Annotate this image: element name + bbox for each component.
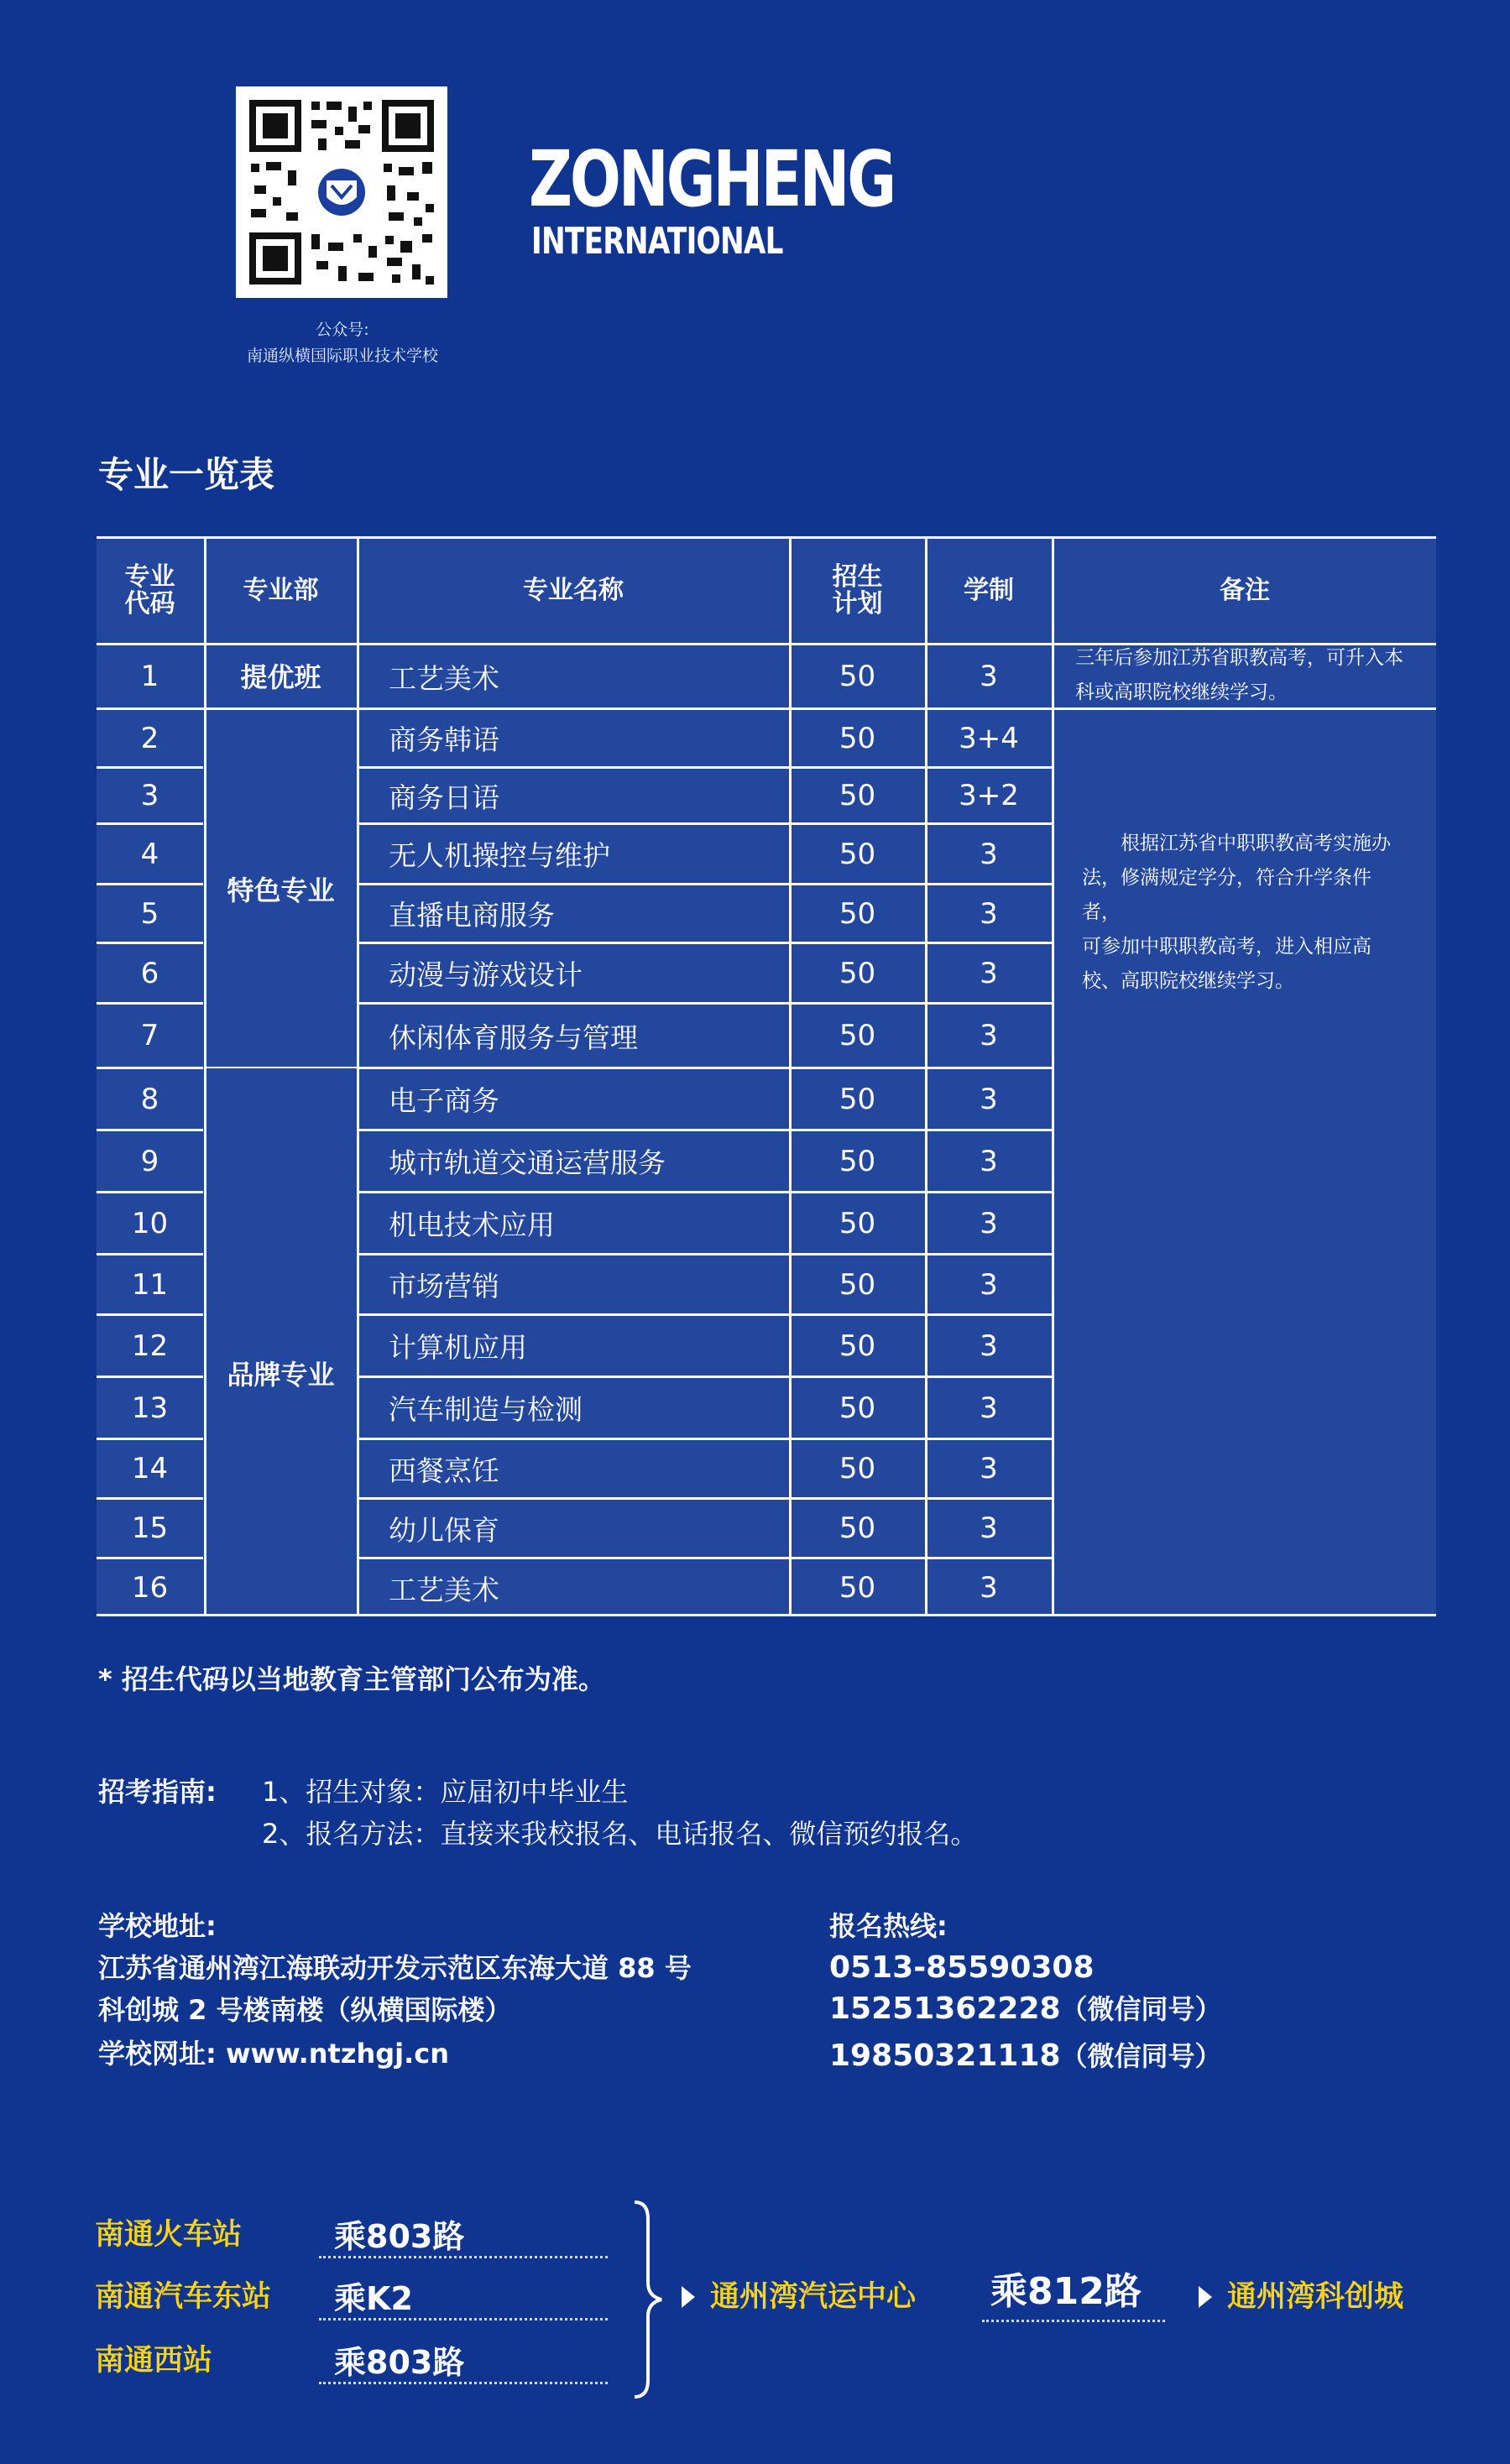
section-title: 专业一览表 — [98, 454, 275, 495]
row-9-name: 城市轨道交通运营服务 — [389, 1146, 666, 1179]
row-15-years: 3 — [980, 1511, 998, 1545]
dept-youxiu: 提优班 — [240, 660, 321, 693]
header-remark: 备注 — [1220, 575, 1270, 605]
enrollment-code-note: * 招生代码以当地教育主管部门公布为准。 — [98, 1663, 605, 1695]
row-divider-code-14 — [97, 1438, 203, 1440]
row-1-plan: 50 — [839, 660, 876, 693]
table-top-border — [97, 536, 1436, 539]
row-5-plan: 50 — [839, 896, 876, 931]
row-10-code: 10 — [131, 1206, 169, 1240]
row-divider-code-4 — [97, 822, 203, 825]
row-3-name: 商务日语 — [389, 780, 499, 814]
row-14-plan: 50 — [839, 1452, 876, 1485]
row-10-name: 机电技术应用 — [389, 1209, 555, 1241]
remark-others-line4: 校、高职院校继续学习。 — [1082, 969, 1294, 992]
header-code-line2: 代码 — [124, 588, 175, 619]
row-4-plan: 50 — [839, 837, 876, 871]
arrow-right-icon-2 — [1197, 2284, 1214, 2310]
address-line1: 江苏省通州湾江海联动开发示范区东海大道 88 号 — [98, 1952, 692, 1984]
row-8-years: 3 — [980, 1082, 998, 1116]
row-1-years: 3 — [980, 660, 998, 693]
row-2-plan: 50 — [839, 721, 876, 755]
row-16-name: 工艺美术 — [389, 1573, 499, 1606]
row-divider-main-8 — [358, 1067, 1053, 1069]
station-3-bus: 乘803路 — [334, 2344, 465, 2381]
row-11-code: 11 — [131, 1267, 169, 1302]
hotline-number-1-value: 0513-85590308 — [829, 1950, 1095, 1985]
row-12-code: 12 — [131, 1329, 169, 1363]
row-4-years: 3 — [980, 837, 998, 871]
row-divider-main-9 — [358, 1129, 1053, 1131]
header-name: 专业名称 — [523, 575, 624, 605]
row-divider-code-12 — [97, 1313, 203, 1316]
station-1-bus: 乘803路 — [334, 2218, 465, 2255]
row-11-plan: 50 — [839, 1267, 876, 1302]
row-divider-main-14 — [358, 1438, 1053, 1440]
station-2: 南通汽车东站 — [95, 2280, 272, 2314]
station-1-underline — [319, 2256, 608, 2258]
row-14-years: 3 — [980, 1452, 998, 1485]
row-15-name: 幼儿保育 — [389, 1513, 499, 1547]
row-7-name: 休闲体育服务与管理 — [389, 1021, 638, 1054]
column-divider-3 — [789, 536, 792, 1616]
row-8-name: 电子商务 — [389, 1084, 499, 1117]
row-divider-main-16 — [358, 1557, 1053, 1559]
row-8-code: 8 — [140, 1082, 159, 1116]
row-divider-code-5 — [97, 883, 203, 885]
row-divider-main-13 — [358, 1376, 1053, 1378]
row-11-name: 市场营销 — [389, 1270, 499, 1302]
row-8-plan: 50 — [839, 1082, 876, 1116]
brand-subtitle: INTERNATIONAL — [531, 220, 783, 263]
hotline-number-2[interactable] — [829, 1987, 1222, 2031]
hotline-number-3-value: 19850321118 — [829, 2039, 1061, 2073]
row-divider-code-7 — [97, 1002, 203, 1005]
header-plan-line2: 计划 — [832, 588, 883, 619]
hotline-number-3-note: （微信同号） — [1060, 2040, 1222, 2072]
transfer-bus: 乘812路 — [990, 2270, 1142, 2313]
route-brace-icon — [628, 2199, 666, 2400]
row-6-plan: 50 — [839, 956, 876, 990]
row-10-years: 3 — [980, 1206, 998, 1240]
hotline-number-2-note: （微信同号） — [1060, 1993, 1222, 2025]
row-divider-code-8 — [97, 1067, 203, 1069]
header-bottom-border — [97, 643, 1436, 645]
row-6-code: 6 — [140, 956, 159, 990]
row-divider-code-6 — [97, 942, 203, 944]
row-divider-code-13 — [97, 1376, 203, 1378]
row-1-code: 1 — [140, 660, 159, 693]
row-4-name: 无人机操控与维护 — [389, 839, 610, 872]
destination: 通州湾科创城 — [1227, 2280, 1404, 2314]
qr-code — [236, 86, 447, 298]
row-divider-main-4 — [358, 822, 1053, 825]
row-12-name: 计算机应用 — [389, 1331, 527, 1364]
qr-caption-line2: 南通纵横国际职业技术学校 — [246, 347, 438, 365]
row-divider-code-3 — [97, 766, 203, 769]
row-divider-main-5 — [358, 883, 1053, 885]
row-9-code: 9 — [140, 1144, 159, 1178]
hotline-number-2-value: 15251362228 — [829, 1992, 1061, 2026]
arrow-right-icon — [680, 2284, 697, 2310]
row-7-code: 7 — [140, 1019, 159, 1052]
remark-row1 — [1053, 645, 1436, 706]
remark-others-line2: 法，修满规定学分，符合升学条件者， — [1082, 866, 1372, 923]
row-7-plan: 50 — [839, 1019, 876, 1052]
row-5-code: 5 — [140, 896, 159, 931]
row-3-plan: 50 — [839, 779, 876, 812]
row-10-plan: 50 — [839, 1206, 876, 1240]
row-4-code: 4 — [140, 837, 159, 871]
row-divider-main-6 — [358, 942, 1053, 944]
dept-tese: 特色专业 — [227, 874, 335, 906]
major-table — [97, 536, 1436, 1616]
school-website[interactable]: 学校网址: www.ntzhgj.cn — [98, 2038, 450, 2070]
header-years: 学制 — [964, 575, 1014, 605]
header-plan-line1: 招生 — [832, 561, 883, 592]
column-divider-2 — [357, 536, 359, 1616]
row-divider-main-15 — [358, 1497, 1053, 1500]
row-15-plan: 50 — [839, 1511, 876, 1545]
header-code-line1: 专业 — [124, 561, 175, 592]
station-2-underline — [319, 2318, 608, 2320]
qr-caption — [201, 317, 483, 369]
address-label: 学校地址: — [98, 1910, 217, 1942]
guide-item-1: 1、招生对象：应届初中毕业生 — [262, 1776, 629, 1808]
transfer-underline — [982, 2320, 1165, 2322]
row-divider-code-15 — [97, 1497, 203, 1500]
row-12-plan: 50 — [839, 1329, 876, 1363]
row-13-code: 13 — [131, 1391, 169, 1425]
row-divider-code-9 — [97, 1129, 203, 1131]
row-16-code: 16 — [131, 1571, 169, 1605]
guide-label: 招考指南: — [98, 1776, 217, 1808]
row-14-name: 西餐烹饪 — [389, 1454, 499, 1487]
brand-name: ZONGHENG — [529, 134, 895, 224]
row-16-years: 3 — [980, 1571, 998, 1605]
row-2-code: 2 — [140, 721, 159, 755]
dept-divider — [206, 1067, 358, 1068]
row-divider-main-12 — [358, 1313, 1053, 1316]
row-divider-main-11 — [358, 1253, 1053, 1255]
remark-row1-line1: 三年后参加江苏省职教高考，可升入本 — [1075, 646, 1403, 669]
row-13-name: 汽车制造与检测 — [389, 1393, 583, 1426]
row-11-years: 3 — [980, 1267, 998, 1302]
row-13-plan: 50 — [839, 1391, 876, 1425]
hotline-number-1[interactable] — [829, 1946, 1095, 1990]
row-divider-main-7 — [358, 1002, 1053, 1005]
row-1-name: 工艺美术 — [389, 661, 499, 695]
row-divider-code-16 — [97, 1557, 203, 1559]
header-code — [97, 540, 203, 641]
table-bottom-border — [97, 1614, 1436, 1616]
row-12-years: 3 — [980, 1329, 998, 1363]
station-3: 南通西站 — [95, 2344, 213, 2378]
address-line2: 科创城 2 号楼南楼（纵横国际楼） — [98, 1994, 512, 2026]
remark-row1-line2: 科或高职院校继续学习。 — [1075, 681, 1288, 703]
row-13-years: 3 — [980, 1391, 998, 1425]
qr-caption-line1: 公众号: — [316, 321, 369, 339]
row-divider-main-3 — [358, 766, 1053, 769]
row-16-plan: 50 — [839, 1571, 876, 1605]
row-divider-main-10 — [358, 1191, 1053, 1193]
qr-code-graphic — [236, 86, 447, 298]
row-7-years: 3 — [980, 1019, 998, 1052]
column-divider-4 — [925, 536, 927, 1616]
dept-pinpai: 品牌专业 — [227, 1358, 335, 1391]
row-2-years: 3+4 — [959, 721, 1019, 755]
column-divider-1 — [204, 536, 206, 1616]
row-6-name: 动漫与游戏设计 — [389, 958, 583, 991]
row-14-code: 14 — [131, 1452, 169, 1485]
row-9-plan: 50 — [839, 1144, 876, 1178]
row-3-code: 3 — [140, 779, 159, 812]
row-2-name: 商务韩语 — [389, 723, 499, 756]
transfer-station: 通州湾汽运中心 — [710, 2280, 917, 2314]
header-plan — [791, 540, 924, 641]
row1-bottom-border — [97, 707, 1436, 710]
row-9-years: 3 — [980, 1144, 998, 1178]
hotline-number-3[interactable] — [829, 2034, 1222, 2078]
remark-others-line1: 根据江苏省中职职教高考实施办 — [1121, 832, 1391, 854]
station-3-underline — [319, 2382, 608, 2384]
row-15-code: 15 — [131, 1511, 169, 1545]
row-5-name: 直播电商服务 — [389, 899, 555, 932]
guide-item-2: 2、报名方法：直接来我校报名、电话报名、微信预约报名。 — [262, 1818, 978, 1850]
row-6-years: 3 — [980, 956, 998, 990]
row-3-years: 3+2 — [959, 779, 1019, 812]
station-1: 南通火车站 — [95, 2218, 243, 2252]
hotline-label: 报名热线: — [829, 1910, 948, 1942]
row-divider-code-10 — [97, 1191, 203, 1193]
row-5-years: 3 — [980, 896, 998, 931]
header-dept: 专业部 — [243, 575, 319, 605]
remark-others — [1053, 709, 1436, 1191]
column-divider-5 — [1052, 536, 1054, 1616]
row-divider-code-11 — [97, 1253, 203, 1255]
station-2-bus: 乘K2 — [334, 2280, 413, 2317]
remark-others-line3: 可参加中职职教高考，进入相应高 — [1082, 935, 1372, 958]
